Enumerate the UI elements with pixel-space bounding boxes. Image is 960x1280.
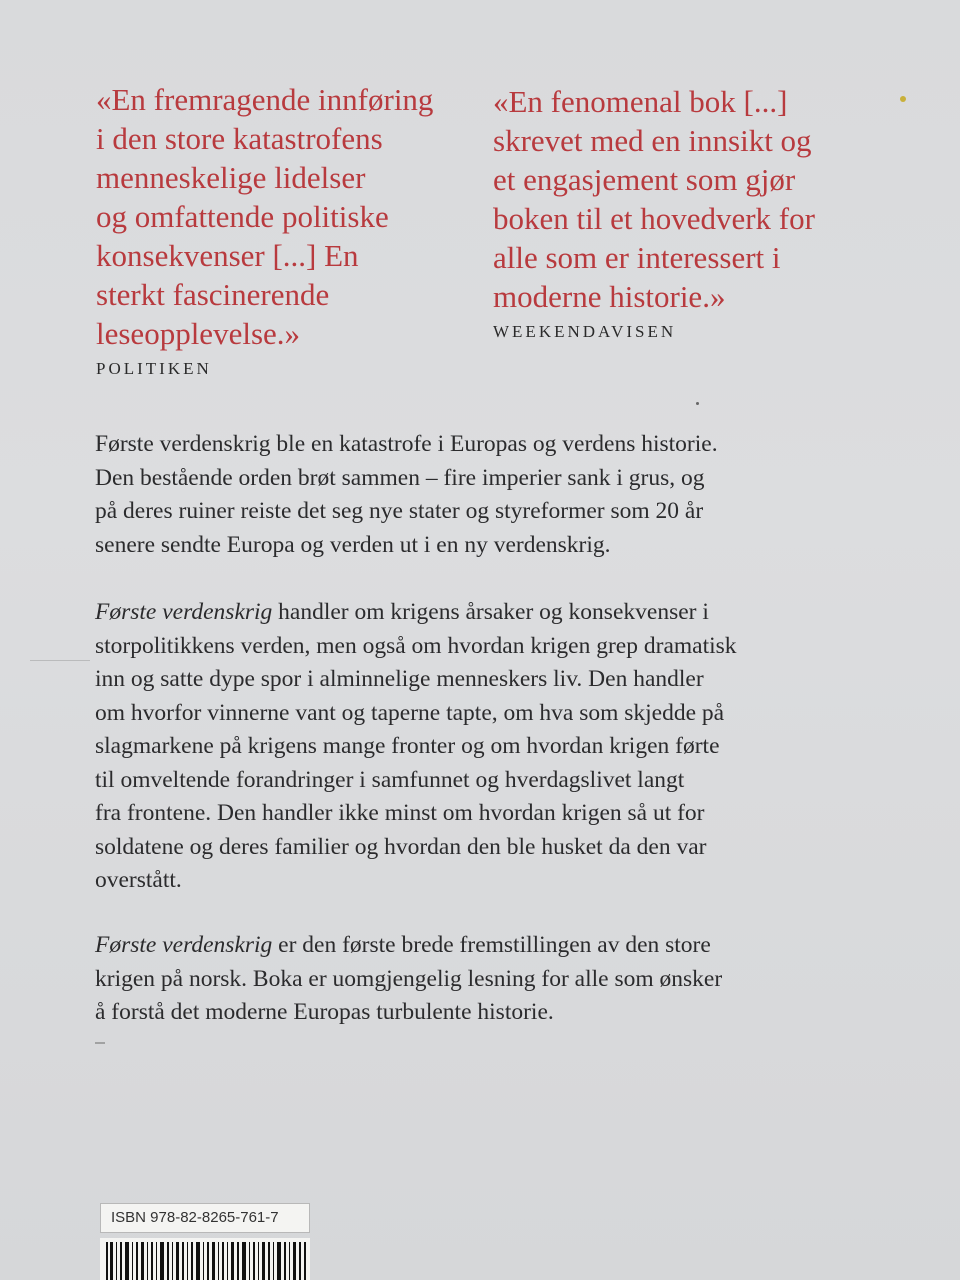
quote-line: konsekvenser [...] En [96,238,359,273]
quote-line: «En fenomenal bok [...] [493,84,788,119]
book-title: Første verdenskrig [95,599,273,625]
barcode-bar [237,1242,239,1280]
barcode-bar [110,1242,113,1280]
review-quote-weekendavisen [493,82,833,342]
barcode-bar [106,1242,108,1280]
barcode-bar [156,1242,157,1280]
text-run: er den første brede fremstillingen av den store [272,932,711,958]
quote-line: boken til et hovedverk for [493,201,815,236]
barcode-bar [176,1242,179,1280]
barcode-bar [249,1242,250,1280]
text-line: inn og satte dype spor i alminnelige menneskers liv. Den handler [95,666,704,692]
barcode-bar [203,1242,204,1280]
cover-scratch [30,660,90,661]
barcode-bar [136,1242,138,1280]
barcode-bar [227,1242,228,1280]
quote-line: og omfattende politiske [96,199,389,234]
barcode-bar [242,1242,246,1280]
barcode-bar [187,1242,188,1280]
text-line: på deres ruiner reiste det seg nye stater og styreformer som 20 år [95,498,704,524]
barcode-bar [182,1242,184,1280]
text-line: til omveltende forandringer i samfunnet og hverdagslivet langt [95,766,685,793]
barcode-bar [120,1242,122,1280]
barcode-bar [116,1242,117,1280]
barcode-bar [160,1242,164,1280]
quote-line: alle som er interessert i [493,240,781,275]
text-line [95,929,722,963]
text-line: Den bestående orden brøt sammen – fire imperier sank i grus, og [95,464,705,491]
barcode-bar [268,1242,270,1280]
isbn-label: ISBN 978-82-8265-761-7 [100,1203,310,1233]
barcode-bar [273,1242,274,1280]
barcode-bar [218,1242,219,1280]
barcode-bar [196,1242,200,1280]
text-line: slagmarkene på krigens mange fronter og om hvordan krigen førte [95,733,720,759]
barcode-bar [253,1242,255,1280]
barcode-bar [277,1242,281,1280]
barcode-bar [293,1242,296,1280]
barcode [100,1238,310,1280]
blurb-paragraph-3 [95,929,722,1030]
barcode-bar [304,1242,306,1280]
quote-source: POLITIKEN [96,359,212,378]
text-line: storpolitikkens verden, men også om hvordan krigen grep dramatisk [95,632,737,659]
barcode-bar [172,1242,173,1280]
quote-line: skrevet med en innsikt og [493,123,812,158]
barcode-bar [231,1242,234,1280]
text-line: fra frontene. Den handler ikke minst om hvordan krigen så ut for [95,800,705,826]
blurb-paragraph-1 [95,428,718,562]
text-line: soldatene og deres familier og hvordan den ble husket da den var [95,833,707,860]
quote-line: menneskelige lidelser [96,160,366,195]
barcode-bar [132,1242,133,1280]
text-line: overstått. [95,867,182,893]
text-line [95,596,737,630]
quote-line: i den store katastrofens [96,121,383,156]
barcode-bar [289,1242,290,1280]
quote-line: et engasjement som gjør [493,162,796,197]
barcode-bar [191,1242,193,1280]
text-line: om hvorfor vinnerne vant og taperne tapte, om hva som skjedde på [95,699,725,726]
barcode-bar [147,1242,148,1280]
text-line: Første verdenskrig ble en katastrofe i Europas og verdens historie. [95,431,718,457]
text-run: handler om krigens årsaker og konsekvenser i [272,599,709,625]
cover-mark [900,96,906,102]
quote-line: «En fremragende innføring [96,82,434,117]
quote-line: sterkt fascinerende [96,277,330,312]
quote-line: leseopplevelse.» [96,316,301,351]
barcode-bar [284,1242,286,1280]
barcode-bar [125,1242,129,1280]
quote-source: WEEKENDAVISEN [493,322,677,341]
blurb-paragraph-2 [95,596,737,898]
text-line: å forstå det moderne Europas turbulente historie. [95,999,554,1025]
barcode-bar [207,1242,209,1280]
text-line: krigen på norsk. Boka er uomgjengelig lesning for alle som ønsker [95,965,723,992]
barcode-bar [299,1242,301,1280]
barcode-bar [167,1242,169,1280]
cover-scratch [95,1042,105,1044]
barcode-bar [222,1242,224,1280]
book-title: Første verdenskrig [95,932,273,958]
barcode-bar [141,1242,144,1280]
cover-mark [696,402,699,405]
barcode-bar [258,1242,259,1280]
barcode-bar [262,1242,265,1280]
text-line: senere sendte Europa og verden ut i en ny verdenskrig. [95,531,611,558]
quote-line: moderne historie.» [493,279,726,314]
barcode-bar [151,1242,153,1280]
review-quote-politiken [96,80,456,379]
barcode-bar [212,1242,215,1280]
